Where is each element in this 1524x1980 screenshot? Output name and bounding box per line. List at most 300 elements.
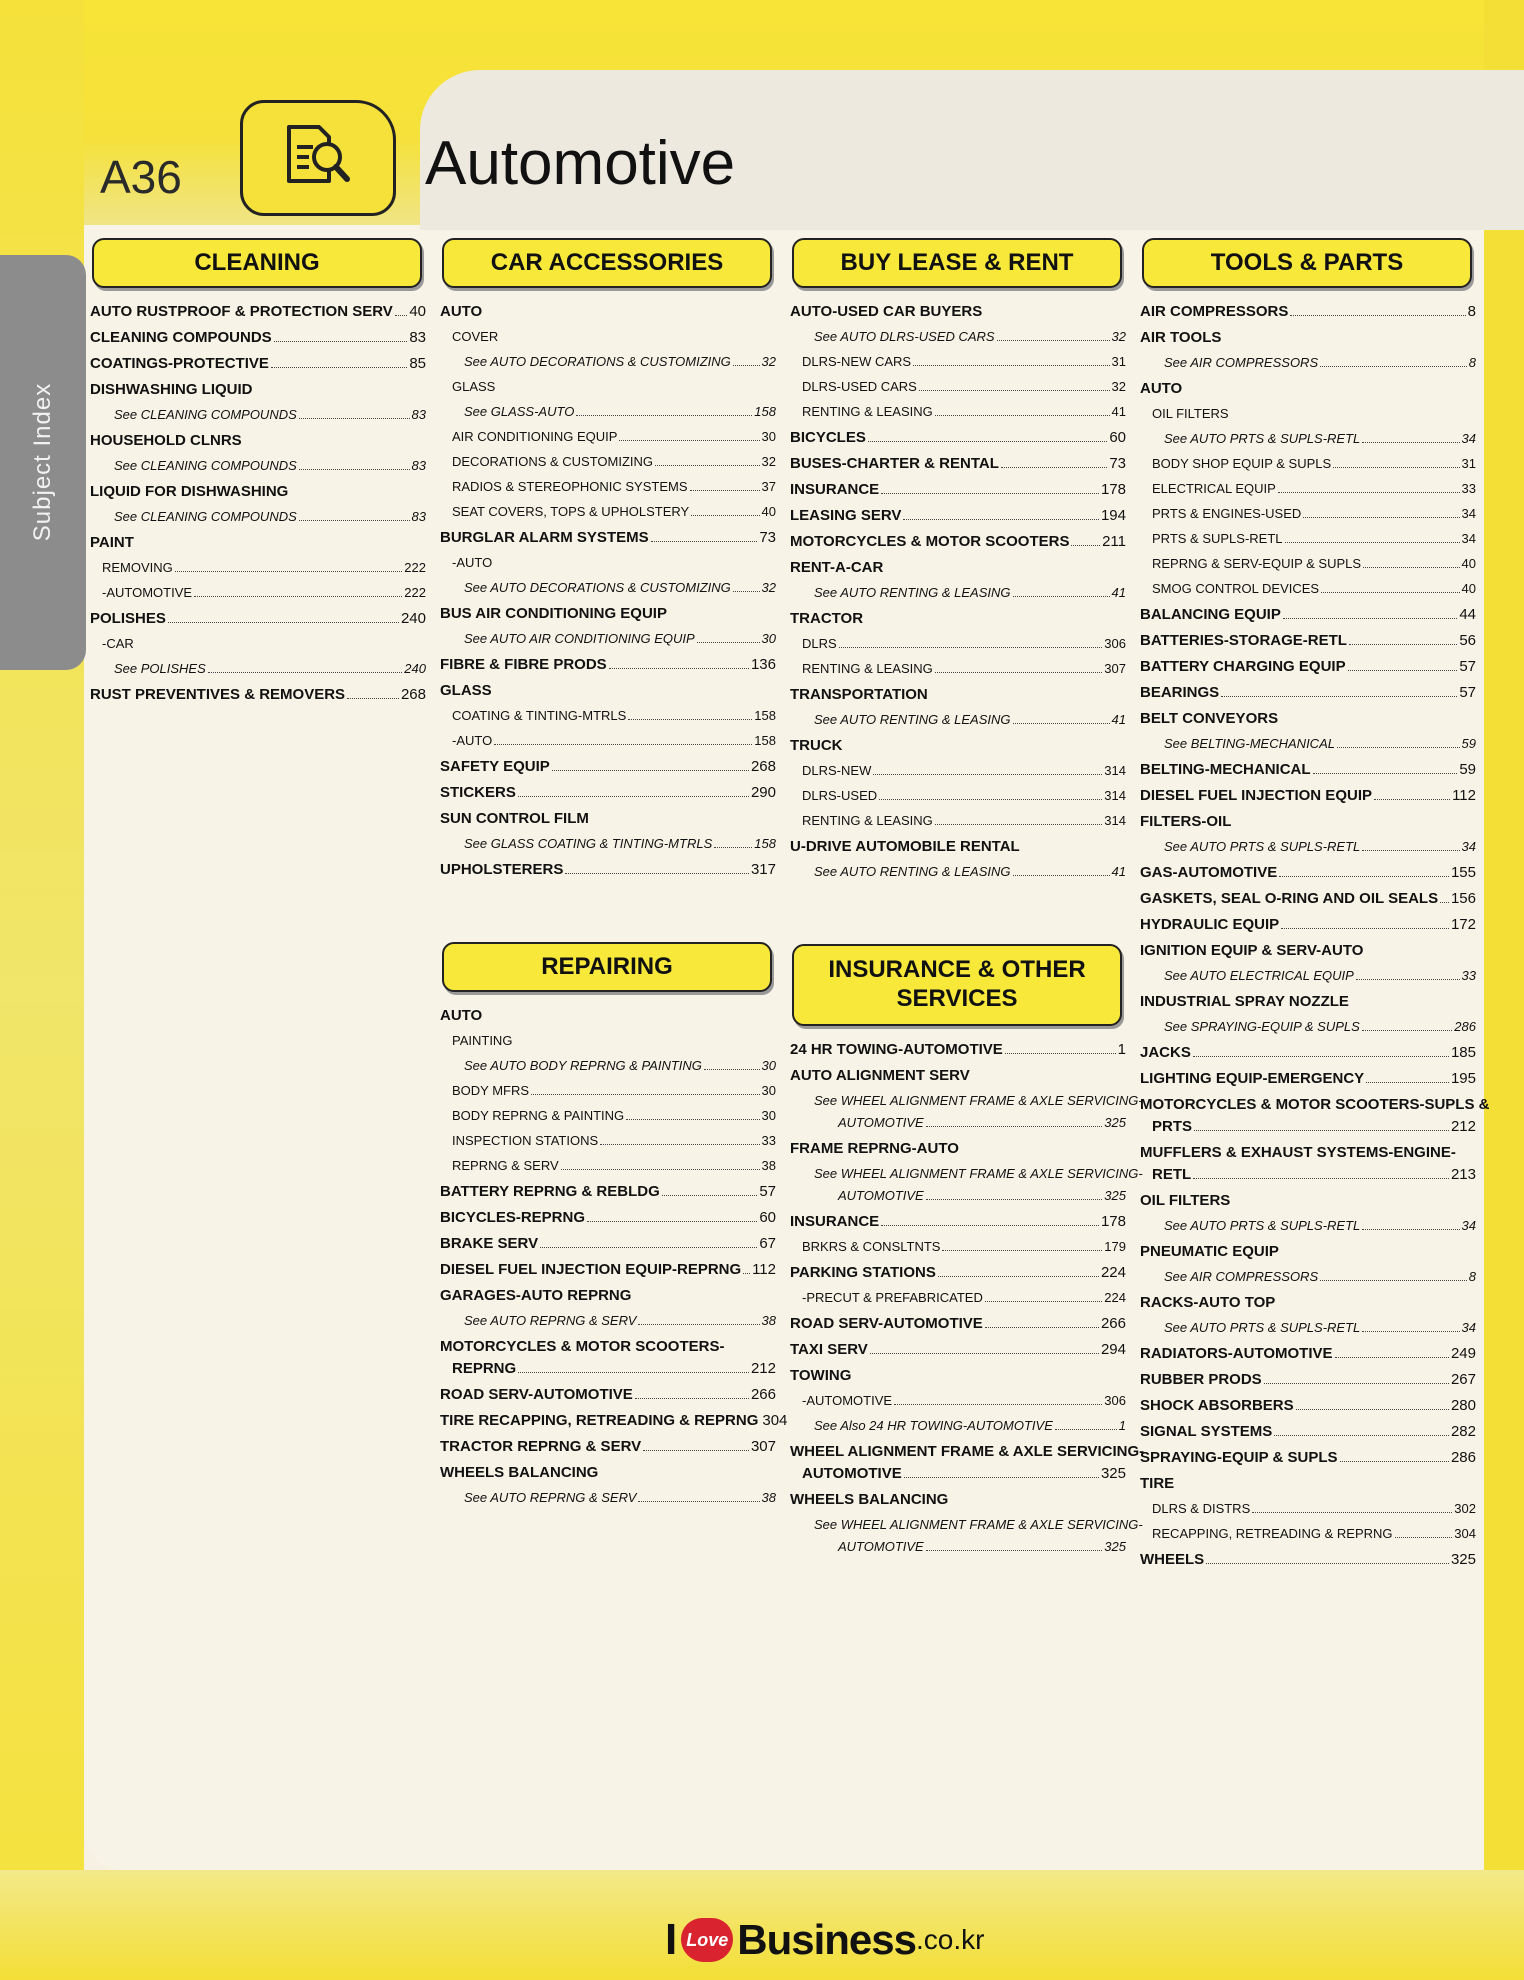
dot-leader <box>733 365 760 366</box>
entry-label: WHEELS BALANCING <box>790 1491 949 1508</box>
entry-label: See GLASS COATING & TINTING-MTRLS <box>464 836 713 851</box>
entry-label: BUSES-CHARTER & RENTAL <box>790 455 999 472</box>
entry-label: RENT-A-CAR <box>790 559 884 576</box>
dot-leader <box>1001 467 1107 468</box>
dot-leader <box>690 490 760 491</box>
entry-label: OIL FILTERS <box>1140 1192 1231 1209</box>
entry-page-number: 8 <box>1467 303 1476 320</box>
index-entry <box>790 1135 1126 1161</box>
entry-label: RUBBER PRODS <box>1140 1371 1262 1388</box>
index-entry <box>1140 350 1476 375</box>
entry-page-number: 280 <box>1450 1397 1476 1414</box>
dot-leader <box>839 647 1103 648</box>
entry-label: TAXI SERV <box>790 1341 868 1358</box>
entry-page-number: 286 <box>1450 1449 1476 1466</box>
index-entry <box>440 550 776 575</box>
entry-label: SPRAYING-EQUIP & SUPLS <box>1140 1449 1338 1466</box>
entry-label: INDUSTRIAL SPRAY NOZZLE <box>1140 993 1349 1010</box>
index-entry <box>440 499 776 524</box>
entry-label: DLRS-USED <box>802 788 878 803</box>
index-column-4 <box>1140 238 1490 1572</box>
entry-page-number: 307 <box>1104 661 1126 676</box>
dot-leader <box>655 465 760 466</box>
index-section <box>440 942 788 1510</box>
entry-label: RECAPPING, RETREADING & REPRNG <box>1152 1526 1393 1541</box>
entry-page-number: 59 <box>1459 761 1476 778</box>
entry-label: LEASING SERV <box>790 507 902 524</box>
entry-label: GLASS <box>452 379 496 394</box>
entry-label: DECORATIONS & CUSTOMIZING <box>452 454 654 469</box>
entry-label: See WHEEL ALIGNMENT FRAME & AXLE SERVICING- <box>814 1166 1143 1181</box>
entry-page-number: 85 <box>409 355 426 372</box>
index-entry <box>790 1088 1143 1113</box>
entry-label: BEARINGS <box>1140 684 1220 701</box>
entry-label: BATTERY CHARGING EQUIP <box>1140 658 1346 675</box>
entry-label: WHEELS <box>1140 1551 1205 1568</box>
entry-label: See CLEANING COMPOUNDS <box>114 407 297 422</box>
index-entry <box>790 1285 1126 1310</box>
dot-leader <box>299 418 410 419</box>
index-entry <box>790 656 1126 681</box>
dot-leader <box>714 847 752 848</box>
index-entry <box>440 1459 776 1485</box>
index-entry <box>90 656 426 681</box>
index-entry <box>440 1178 776 1204</box>
index-entry <box>440 1078 776 1103</box>
entry-label: BELTING-MECHANICAL <box>1140 761 1311 778</box>
entry-page-number: 112 <box>1452 787 1476 804</box>
entry-label: FILTERS-OIL <box>1140 813 1232 830</box>
index-entry <box>440 575 776 600</box>
dot-leader <box>913 365 1109 366</box>
entry-page-number: 57 <box>1459 658 1476 675</box>
index-entry <box>440 1433 776 1459</box>
entry-label: AUTOMOTIVE <box>838 1539 924 1554</box>
entry-label: IGNITION EQUIP & SERV-AUTO <box>1140 942 1364 959</box>
section-heading: CAR ACCESSORIES <box>442 238 772 288</box>
dot-leader <box>1320 366 1467 367</box>
entry-page-number: 34 <box>1461 531 1476 546</box>
entry-label: See CLEANING COMPOUNDS <box>114 458 297 473</box>
entry-label: PNEUMATIC EQUIP <box>1140 1243 1279 1260</box>
dot-leader <box>873 774 1102 775</box>
entry-page-number: 325 <box>1104 1115 1126 1130</box>
entry-page-number: 60 <box>759 1209 776 1226</box>
index-entry <box>440 1153 776 1178</box>
dot-leader <box>1274 1435 1449 1436</box>
entry-label: TRACTOR <box>790 610 864 627</box>
dot-leader <box>395 315 408 316</box>
index-entry <box>790 399 1126 424</box>
entry-label: TIRE RECAPPING, RETREADING & REPRNG <box>440 1412 759 1429</box>
index-entry <box>790 424 1126 450</box>
page-title: Automotive <box>425 129 736 198</box>
dot-leader <box>643 1450 749 1451</box>
section-entries <box>440 298 776 882</box>
index-entry <box>440 600 776 626</box>
entry-page-number: 34 <box>1461 1218 1476 1233</box>
entry-page-number: 240 <box>400 610 426 627</box>
entry-label: See Also 24 HR TOWING-AUTOMOTIVE <box>814 1418 1053 1433</box>
entry-label: See WHEEL ALIGNMENT FRAME & AXLE SERVICING- <box>814 1093 1143 1108</box>
index-entry <box>440 1308 776 1333</box>
entry-label: AIR TOOLS <box>1140 329 1222 346</box>
index-entry <box>790 1413 1126 1438</box>
entry-page-number: 37 <box>761 479 776 494</box>
entry-page-number: 249 <box>1450 1345 1476 1362</box>
entry-label: AUTOMOTIVE <box>838 1115 924 1130</box>
index-entry <box>1140 627 1476 653</box>
dot-leader <box>935 672 1103 673</box>
entry-label: REMOVING <box>102 560 173 575</box>
entry-page-number: 32 <box>1111 329 1126 344</box>
entry-label: PRTS & SUPLS-RETL <box>1152 531 1283 546</box>
entry-page-number: 8 <box>1468 355 1476 370</box>
entry-label: PAINTING <box>452 1033 513 1048</box>
entry-label: DIESEL FUEL INJECTION EQUIP-REPRNG <box>440 1261 742 1278</box>
entry-page-number: 41 <box>1111 585 1126 600</box>
dot-leader <box>1283 618 1457 619</box>
dot-leader <box>926 1126 1103 1127</box>
index-entry <box>440 1359 776 1381</box>
dot-leader <box>894 1404 1102 1405</box>
index-entry <box>440 374 776 399</box>
index-section <box>790 238 1126 884</box>
index-entry <box>790 528 1126 554</box>
entry-label: MOTORCYCLES & MOTOR SCOOTERS <box>790 533 1070 550</box>
dot-leader <box>552 770 749 771</box>
dot-leader <box>274 341 408 342</box>
index-entry <box>440 753 776 779</box>
index-entry <box>1140 1546 1476 1572</box>
entry-label: WHEEL ALIGNMENT FRAME & AXLE SERVICING- <box>790 1443 1145 1460</box>
section-heading: REPAIRING <box>442 942 772 992</box>
entry-page-number: 33 <box>761 1133 776 1148</box>
dot-leader <box>881 1225 1099 1226</box>
dot-leader <box>997 340 1110 341</box>
entry-label: MOTORCYCLES & MOTOR SCOOTERS- <box>440 1338 725 1355</box>
entry-label: ROAD SERV-AUTOMOTIVE <box>790 1315 983 1332</box>
index-section <box>440 238 776 882</box>
dot-leader <box>985 1301 1102 1302</box>
index-entry <box>1140 601 1476 627</box>
index-entry <box>790 605 1126 631</box>
dot-leader <box>299 469 410 470</box>
entry-label: RADIOS & STEREOPHONIC SYSTEMS <box>452 479 688 494</box>
entry-page-number: 158 <box>754 733 776 748</box>
index-entry <box>790 681 1126 707</box>
index-entry <box>790 324 1126 349</box>
entry-label: See AUTO RENTING & LEASING <box>814 864 1011 879</box>
index-entry <box>1140 756 1476 782</box>
index-entry <box>790 732 1126 758</box>
entry-page-number: 41 <box>1111 404 1126 419</box>
index-entry <box>1140 988 1476 1014</box>
entry-label: DLRS-NEW <box>802 763 872 778</box>
entry-label: RADIATORS-AUTOMOTIVE <box>1140 1345 1333 1362</box>
index-entry <box>90 298 426 324</box>
entry-label: OIL FILTERS <box>1152 406 1229 421</box>
entry-label: HYDRAULIC EQUIP <box>1140 916 1280 933</box>
entry-label: ROAD SERV-AUTOMOTIVE <box>440 1386 633 1403</box>
dot-leader <box>1356 979 1460 980</box>
index-entry <box>1140 1117 1476 1139</box>
entry-label: See AUTO AIR CONDITIONING EQUIP <box>464 631 695 646</box>
dot-leader <box>518 1372 749 1373</box>
index-entry <box>1140 476 1476 501</box>
index-entry <box>1140 834 1476 859</box>
index-entry <box>1140 1496 1476 1521</box>
entry-label: BODY SHOP EQUIP & SUPLS <box>1152 456 1332 471</box>
index-entry <box>790 1234 1126 1259</box>
entry-label: See AIR COMPRESSORS <box>1164 355 1319 370</box>
index-entry <box>1140 679 1476 705</box>
dot-leader <box>1363 567 1459 568</box>
index-entry <box>1140 1213 1476 1238</box>
entry-label: RENTING & LEASING <box>802 661 933 676</box>
entry-page-number: 83 <box>409 329 426 346</box>
dot-leader <box>1395 1537 1453 1538</box>
index-entry <box>440 1282 776 1308</box>
index-entry <box>440 779 776 805</box>
entry-label: TOWING <box>790 1367 852 1384</box>
dot-leader <box>1264 1383 1449 1384</box>
index-entry <box>440 1230 776 1256</box>
entry-page-number: 179 <box>1104 1239 1126 1254</box>
entry-page-number: 325 <box>1450 1551 1476 1568</box>
index-entry <box>440 399 776 424</box>
entry-label: See BELTING-MECHANICAL <box>1164 736 1335 751</box>
entry-page-number: 185 <box>1450 1044 1476 1061</box>
index-entry <box>440 856 776 882</box>
entry-page-number: 211 <box>1102 533 1126 550</box>
dot-leader <box>1252 1512 1452 1513</box>
dot-leader <box>175 571 403 572</box>
index-entry <box>1140 731 1476 756</box>
dot-leader <box>1320 1280 1467 1281</box>
entry-label: See AUTO RENTING & LEASING <box>814 585 1011 600</box>
entry-page-number: 83 <box>411 458 426 473</box>
section-entries <box>1140 298 1490 1572</box>
dot-leader <box>208 672 403 673</box>
index-entry <box>1140 937 1476 963</box>
index-entry <box>790 1464 1126 1486</box>
entry-label: AUTO <box>440 303 483 320</box>
index-entry <box>90 555 426 580</box>
entry-page-number: 60 <box>1109 429 1126 446</box>
entry-label: See AUTO PRTS & SUPLS-RETL <box>1164 839 1361 854</box>
dot-leader <box>1013 596 1110 597</box>
dot-leader <box>1349 644 1457 645</box>
index-entry <box>790 554 1126 580</box>
dot-leader <box>600 1144 759 1145</box>
dot-leader <box>1348 670 1458 671</box>
index-entry <box>1140 375 1476 401</box>
entry-page-number: 224 <box>1104 1290 1126 1305</box>
index-column-1 <box>90 238 426 707</box>
dot-leader <box>1278 492 1460 493</box>
entry-page-number: 59 <box>1461 736 1476 751</box>
index-entry <box>1140 1470 1476 1496</box>
entry-label: See AUTO REPRNG & SERV <box>464 1313 637 1328</box>
entry-page-number: 290 <box>750 784 776 801</box>
dot-leader <box>626 1119 759 1120</box>
entry-label: DISHWASHING LIQUID <box>90 381 253 398</box>
index-entry <box>1140 705 1476 731</box>
entry-label: UPHOLSTERERS <box>440 861 564 878</box>
entry-page-number: 282 <box>1450 1423 1476 1440</box>
dot-leader <box>1374 799 1450 800</box>
entry-label: MOTORCYCLES & MOTOR SCOOTERS-SUPLS & <box>1140 1096 1490 1113</box>
index-entry <box>440 324 776 349</box>
entry-page-number: 136 <box>750 656 776 673</box>
index-entry <box>1140 1039 1476 1065</box>
entry-page-number: 268 <box>750 758 776 775</box>
entry-page-number: 240 <box>404 661 426 676</box>
entry-page-number: 34 <box>1461 839 1476 854</box>
entry-label: INSURANCE <box>790 1213 880 1230</box>
entry-label: REPRNG & SERV-EQUIP & SUPLS <box>1152 556 1362 571</box>
entry-label: BURGLAR ALARM SYSTEMS <box>440 529 649 546</box>
entry-label: BODY REPRNG & PAINTING <box>452 1108 625 1123</box>
index-entry <box>90 427 426 453</box>
index-entry <box>790 1208 1126 1234</box>
index-entry <box>790 1388 1126 1413</box>
index-entry <box>1140 1014 1476 1039</box>
entry-page-number: 294 <box>1100 1341 1126 1358</box>
index-entry <box>790 1438 1145 1464</box>
index-entry <box>790 1259 1126 1285</box>
footer-logo <box>665 1915 984 1965</box>
dot-leader <box>926 1199 1103 1200</box>
dot-leader <box>1194 1130 1449 1131</box>
entry-label: See AUTO RENTING & LEASING <box>814 712 1011 727</box>
index-entry <box>1140 1392 1476 1418</box>
dot-leader <box>1296 1409 1449 1410</box>
entry-page-number: 268 <box>400 686 426 703</box>
entry-label: See WHEEL ALIGNMENT FRAME & AXLE SERVICING- <box>814 1517 1143 1532</box>
entry-label: DLRS <box>802 636 837 651</box>
dot-leader <box>609 668 749 669</box>
entry-label: 24 HR TOWING-AUTOMOTIVE <box>790 1041 1003 1058</box>
dot-leader <box>531 1094 759 1095</box>
section-heading: TOOLS & PARTS <box>1142 238 1472 288</box>
entry-label: See AUTO BODY REPRNG & PAINTING <box>464 1058 702 1073</box>
dot-leader <box>1055 1429 1117 1430</box>
entry-page-number: 73 <box>1109 455 1126 472</box>
entry-label: COVER <box>452 329 499 344</box>
entry-label: RENTING & LEASING <box>802 813 933 828</box>
index-entry <box>440 1128 776 1153</box>
entry-page-number: 40 <box>1461 556 1476 571</box>
entry-label: ELECTRICAL EQUIP <box>1152 481 1276 496</box>
entry-label: See AUTO ELECTRICAL EQUIP <box>1164 968 1354 983</box>
index-entry <box>440 728 776 753</box>
entry-page-number: 1 <box>1118 1418 1126 1433</box>
index-entry <box>440 805 776 831</box>
entry-page-number: 158 <box>754 708 776 723</box>
entry-page-number: 83 <box>411 407 426 422</box>
index-entry <box>440 298 776 324</box>
entry-page-number: 267 <box>1450 1371 1476 1388</box>
entry-page-number: 304 <box>1454 1526 1476 1541</box>
dot-leader <box>697 642 760 643</box>
entry-page-number: 30 <box>761 1083 776 1098</box>
index-entry <box>90 324 426 350</box>
entry-label: SMOG CONTROL DEVICES <box>1152 581 1320 596</box>
entry-label: See AUTO DECORATIONS & CUSTOMIZING <box>464 580 731 595</box>
entry-page-number: 30 <box>761 631 776 646</box>
entry-label: See AUTO DECORATIONS & CUSTOMIZING <box>464 354 731 369</box>
index-entry <box>440 831 776 856</box>
entry-page-number: 222 <box>404 585 426 600</box>
dot-leader <box>565 873 749 874</box>
entry-label: SAFETY EQUIP <box>440 758 550 775</box>
index-entry <box>1140 576 1476 601</box>
index-entry <box>790 783 1126 808</box>
entry-label: HOUSEHOLD CLNRS <box>90 432 242 449</box>
entry-page-number: 34 <box>1461 1320 1476 1335</box>
entry-page-number: 41 <box>1111 864 1126 879</box>
entry-page-number: 195 <box>1450 1070 1476 1087</box>
entry-label: See AUTO DLRS-USED CARS <box>814 329 995 344</box>
index-entry <box>1140 1444 1476 1470</box>
entry-label: GAS-AUTOMOTIVE <box>1140 864 1278 881</box>
index-section <box>1140 238 1490 1572</box>
index-entry <box>1140 1366 1476 1392</box>
entry-label: STICKERS <box>440 784 516 801</box>
entry-label: SHOCK ABSORBERS <box>1140 1397 1294 1414</box>
entry-page-number: 56 <box>1459 632 1476 649</box>
right-border <box>1484 0 1524 1980</box>
index-entry <box>790 298 1126 324</box>
index-entry <box>90 631 426 656</box>
index-entry <box>1140 451 1476 476</box>
dot-leader <box>619 440 759 441</box>
entry-page-number: 44 <box>1459 606 1476 623</box>
index-entry <box>440 424 776 449</box>
entry-label: See AUTO REPRNG & SERV <box>464 1490 637 1505</box>
dot-leader <box>662 1195 758 1196</box>
dot-leader <box>1281 928 1449 929</box>
entry-label: RETL <box>1152 1166 1192 1183</box>
dot-leader <box>494 744 752 745</box>
index-entry <box>790 1537 1126 1559</box>
section-heading: CLEANING <box>92 238 422 288</box>
entry-page-number: 307 <box>750 1438 776 1455</box>
entry-page-number: 30 <box>761 1058 776 1073</box>
dot-leader <box>561 1169 760 1170</box>
entry-label: See AUTO PRTS & SUPLS-RETL <box>1164 1218 1361 1233</box>
index-entry <box>1140 782 1476 808</box>
entry-page-number: 302 <box>1454 1501 1476 1516</box>
entry-page-number: 156 <box>1450 890 1476 907</box>
entry-page-number: 178 <box>1100 1213 1126 1230</box>
entry-label: SEAT COVERS, TOPS & UPHOLSTERY <box>452 504 690 519</box>
index-entry <box>790 707 1126 732</box>
dot-leader <box>1362 442 1459 443</box>
entry-label: LIQUID FOR DISHWASHING <box>90 483 289 500</box>
entry-page-number: 306 <box>1104 636 1126 651</box>
entry-page-number: 32 <box>761 454 776 469</box>
index-entry <box>790 833 1126 859</box>
section-entries <box>790 1036 1145 1559</box>
index-entry <box>790 349 1126 374</box>
entry-page-number: 33 <box>1461 968 1476 983</box>
entry-page-number: 317 <box>750 861 776 878</box>
dot-leader <box>1337 747 1460 748</box>
entry-label: BATTERIES-STORAGE-RETL <box>1140 632 1347 649</box>
